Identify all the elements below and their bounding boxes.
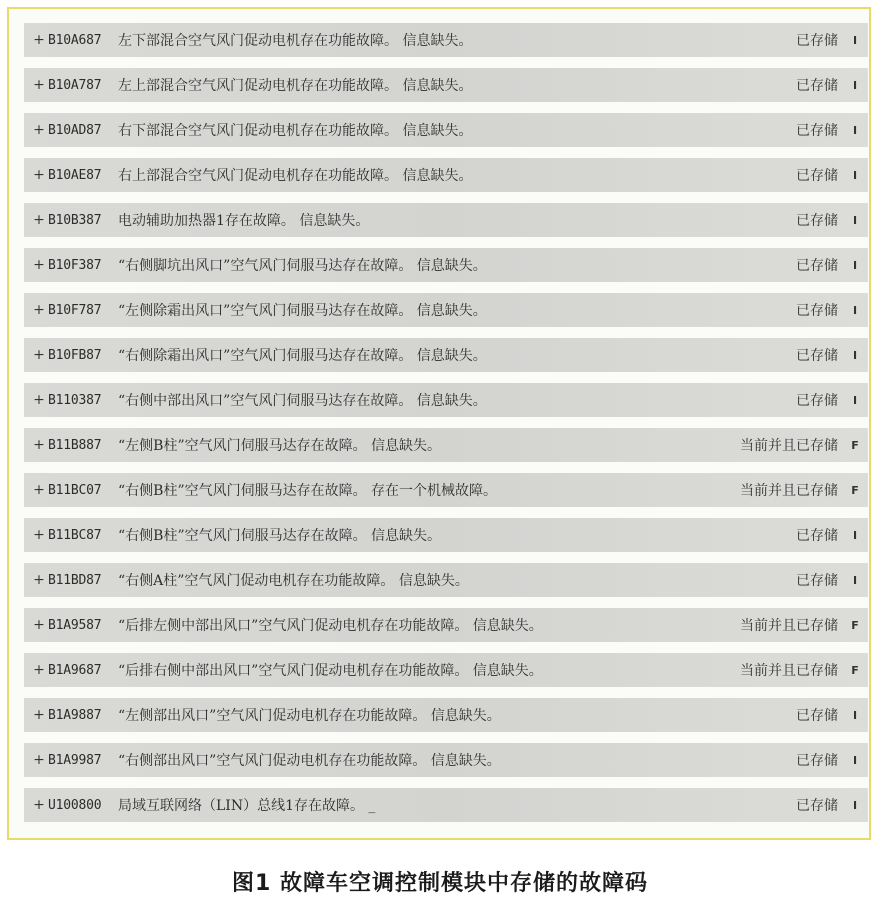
- fault-status: 已存储: [796, 303, 838, 319]
- fault-code: B11BC87: [48, 527, 102, 543]
- expand-icon[interactable]: +: [33, 32, 45, 48]
- expand-icon[interactable]: +: [33, 752, 45, 768]
- fault-row[interactable]: [24, 518, 868, 552]
- fault-status: 已存储: [796, 798, 838, 814]
- fault-code: B1A9687: [48, 662, 102, 678]
- fault-flag: F: [851, 483, 859, 497]
- fault-code: B10A787: [48, 77, 102, 93]
- fault-status: 当前并且已存储: [740, 663, 838, 679]
- fault-code: B11BC07: [48, 482, 102, 498]
- fault-description: 右下部混合空气风门促动电机存在功能故障。 信息缺失。: [118, 123, 473, 139]
- fault-description: “左侧除霜出风口”空气风门伺服马达存在故障。 信息缺失。: [118, 303, 487, 319]
- fault-flag: I: [852, 708, 858, 722]
- expand-icon[interactable]: +: [33, 122, 45, 138]
- fault-status: 已存储: [796, 348, 838, 364]
- fault-code: B10B387: [48, 212, 102, 228]
- fault-flag: I: [852, 168, 858, 182]
- fault-row[interactable]: [24, 68, 868, 102]
- fault-flag: I: [852, 348, 858, 362]
- fault-row[interactable]: [24, 743, 868, 777]
- fault-flag: I: [852, 33, 858, 47]
- fault-description: “后排右侧中部出风口”空气风门促动电机存在功能故障。 信息缺失。: [118, 663, 543, 679]
- fault-status: 已存储: [796, 708, 838, 724]
- fault-flag: I: [852, 528, 858, 542]
- fault-flag: I: [852, 123, 858, 137]
- fault-code: B10FB87: [48, 347, 102, 363]
- fault-flag: I: [852, 573, 858, 587]
- fault-description: 左下部混合空气风门促动电机存在功能故障。 信息缺失。: [118, 33, 473, 49]
- fault-flag: I: [852, 258, 858, 272]
- fault-code: B10AE87: [48, 167, 102, 183]
- fault-row[interactable]: [24, 248, 868, 282]
- expand-icon[interactable]: +: [33, 347, 45, 363]
- fault-status: 已存储: [796, 258, 838, 274]
- expand-icon[interactable]: +: [33, 77, 45, 93]
- fault-flag: I: [852, 393, 858, 407]
- fault-row[interactable]: [24, 473, 868, 507]
- fault-description: “右侧B柱”空气风门伺服马达存在故障。 信息缺失。: [118, 528, 442, 544]
- expand-icon[interactable]: +: [33, 662, 45, 678]
- fault-code: U100800: [48, 797, 102, 813]
- fault-row[interactable]: [24, 608, 868, 642]
- fault-row[interactable]: [24, 293, 868, 327]
- fault-description: “后排左侧中部出风口”空气风门促动电机存在功能故障。 信息缺失。: [118, 618, 543, 634]
- expand-icon[interactable]: +: [33, 707, 45, 723]
- fault-row[interactable]: [24, 383, 868, 417]
- fault-row[interactable]: [24, 158, 868, 192]
- expand-icon[interactable]: +: [33, 617, 45, 633]
- fault-flag: I: [852, 303, 858, 317]
- fault-flag: I: [852, 798, 858, 812]
- fault-status: 当前并且已存储: [740, 618, 838, 634]
- fault-status: 已存储: [796, 213, 838, 229]
- fault-status: 已存储: [796, 528, 838, 544]
- fault-description: “右侧A柱”空气风门促动电机存在功能故障。 信息缺失。: [118, 573, 469, 589]
- fault-description: 局域互联网络（LIN）总线1存在故障。 _: [118, 798, 376, 814]
- fault-description: 电动辅助加热器1存在故障。 信息缺失。: [118, 213, 370, 229]
- fault-flag: F: [851, 663, 859, 677]
- figure-caption: 图1 故障车空调控制模块中存储的故障码: [232, 871, 648, 896]
- fault-description: 左上部混合空气风门促动电机存在功能故障。 信息缺失。: [118, 78, 473, 94]
- fault-status: 已存储: [796, 33, 838, 49]
- fault-status: 已存储: [796, 123, 838, 139]
- fault-description: “左侧B柱”空气风门伺服马达存在故障。 信息缺失。: [118, 438, 442, 454]
- fault-row[interactable]: [24, 113, 868, 147]
- fault-code: B11BD87: [48, 572, 102, 588]
- fault-status: 当前并且已存储: [740, 438, 838, 454]
- expand-icon[interactable]: +: [33, 302, 45, 318]
- fault-row[interactable]: [24, 788, 868, 822]
- fault-description: “右侧B柱”空气风门伺服马达存在故障。 存在一个机械故障。: [118, 483, 498, 499]
- fault-row[interactable]: [24, 428, 868, 462]
- expand-icon[interactable]: +: [33, 527, 45, 543]
- fault-row[interactable]: [24, 563, 868, 597]
- fault-code: B11B887: [48, 437, 102, 453]
- expand-icon[interactable]: +: [33, 212, 45, 228]
- expand-icon[interactable]: +: [33, 572, 45, 588]
- fault-row[interactable]: [24, 698, 868, 732]
- fault-description: “右侧除霜出风口”空气风门伺服马达存在故障。 信息缺失。: [118, 348, 487, 364]
- fault-row[interactable]: [24, 203, 868, 237]
- fault-code: B10F387: [48, 257, 102, 273]
- fault-row[interactable]: [24, 23, 868, 57]
- fault-status: 已存储: [796, 78, 838, 94]
- expand-icon[interactable]: +: [33, 392, 45, 408]
- fault-code: B1A9987: [48, 752, 102, 768]
- expand-icon[interactable]: +: [33, 437, 45, 453]
- fault-flag: I: [852, 213, 858, 227]
- fault-status: 已存储: [796, 753, 838, 769]
- fault-code: B10F787: [48, 302, 102, 318]
- expand-icon[interactable]: +: [33, 797, 45, 813]
- fault-description: “右侧部出风口”空气风门促动电机存在功能故障。 信息缺失。: [118, 753, 501, 769]
- expand-icon[interactable]: +: [33, 257, 45, 273]
- fault-code: B110387: [48, 392, 102, 408]
- fault-code: B10AD87: [48, 122, 102, 138]
- fault-flag: I: [852, 753, 858, 767]
- fault-status: 已存储: [796, 393, 838, 409]
- fault-code: B10A687: [48, 32, 102, 48]
- fault-flag: F: [851, 438, 859, 452]
- fault-status: 当前并且已存储: [740, 483, 838, 499]
- fault-description: “右侧中部出风口”空气风门伺服马达存在故障。 信息缺失。: [118, 393, 487, 409]
- expand-icon[interactable]: +: [33, 482, 45, 498]
- fault-description: “左侧部出风口”空气风门促动电机存在功能故障。 信息缺失。: [118, 708, 501, 724]
- fault-description: “右侧脚坑出风口”空气风门伺服马达存在故障。 信息缺失。: [118, 258, 487, 274]
- fault-flag: I: [852, 78, 858, 92]
- fault-flag: F: [851, 618, 859, 632]
- fault-code-list: [7, 7, 871, 840]
- fault-code: B1A9887: [48, 707, 102, 723]
- expand-icon[interactable]: +: [33, 167, 45, 183]
- fault-code: B1A9587: [48, 617, 102, 633]
- fault-description: 右上部混合空气风门促动电机存在功能故障。 信息缺失。: [118, 168, 473, 184]
- fault-status: 已存储: [796, 168, 838, 184]
- fault-row[interactable]: [24, 338, 868, 372]
- fault-row[interactable]: [24, 653, 868, 687]
- fault-status: 已存储: [796, 573, 838, 589]
